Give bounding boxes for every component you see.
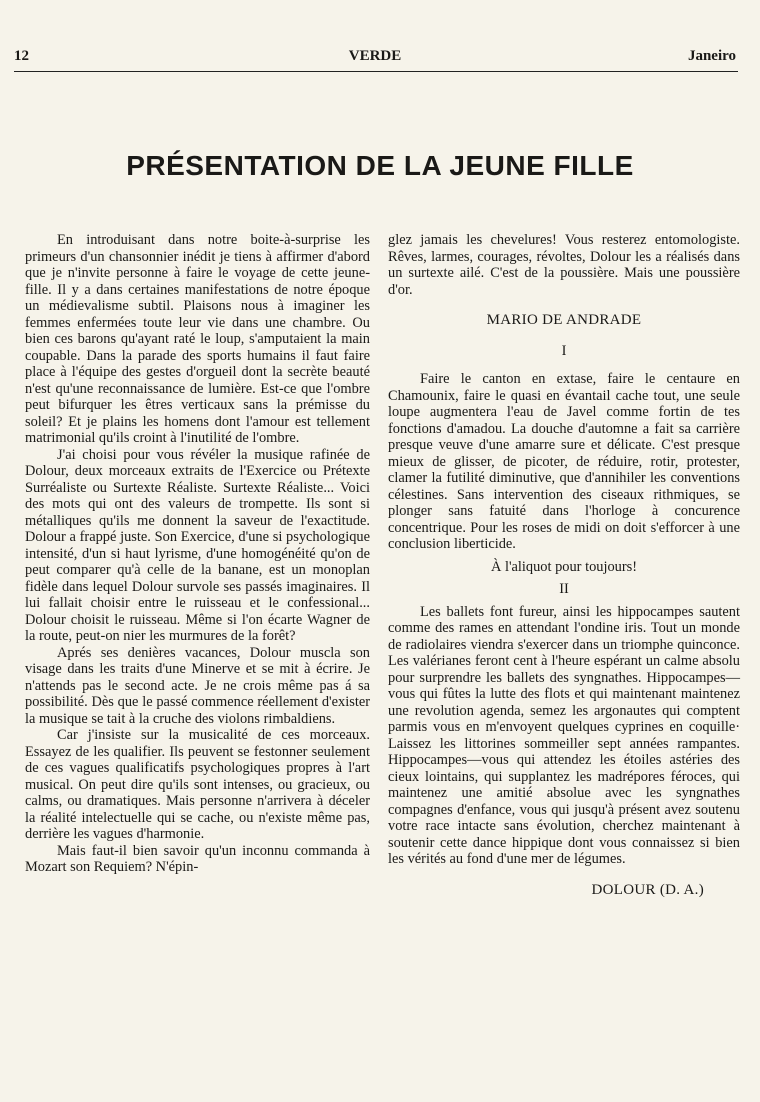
header-rule [14, 71, 738, 72]
section-closing-line: À l'aliquot pour toujours! [490, 558, 638, 575]
magazine-title: VERDE [348, 48, 402, 64]
paragraph: Aprés ses denières vacances, Dolour muscla son visage dans les traits d'une Minerve et se mit à écrire. Je n'attends pas le second acte. Je ne crois même pas á sa possibilité. Dès que le passé commence réellement d'exister la musique se tait à la cruche des violons rimbaldiens. [25, 644, 370, 727]
paragraph: Mais faut-il bien savoir qu'un inconnu commanda à Mozart son Requiem? N'épin- [25, 842, 370, 875]
signature: DOLOUR (D. A.) [591, 881, 704, 898]
article-title: PRÉSENTATION DE LA JEUNE FILLE [126, 150, 634, 181]
right-column [388, 232, 740, 898]
poem-section-2: Les ballets font fureur, ainsi les hippocampes sautent comme des rames en attendant l'ondine iris. Tout un monde de radiolaires viendra s'exercer dans un triomphe quinconce. Les valérianes feront cent à l'heure espérant un calme absolu pour surprendre les ballets des syngnathes. Hippocampes—vous qui fûtes la lutte des flots et qui maintenant maintenez une revolution agenda, semez les argonautes qui comptent parmis vous en m'envoyent quelques cyprines en coquille· Laissez les littorines sommeiller sept années rampantes. Hippocampes—vous qui attendez les étoiles astéries des cieux lointains, qui supplantez les madrépores féroces, qui maintenez une amitié absolue avec les syngnathes compagnes d'enfance, vous qui jusqu'à présent avez soutenu votre race intacte sans évolution, cherchez maintenant à soutenir cette dance hippique dont vous connaissez si bien les vérités au fond d'une mer de légumes. [388, 603, 740, 867]
issue-month: Janeiro [687, 48, 736, 64]
paragraph: Car j'insiste sur la musicalité de ces morceaux. Essayez de les qualifier. Ils peuvent se festonner seulement de ces vagues qualificatifs psychologiques propres à l'art musical. On peut dire qu'ils sont intenses, ou gracieux, ou calms, ou dramatiques. Mais personne n'arrivera à déceler la réalité intelectuelle qui se cache, ou n'existe même pas, derrière les vagues d'harmonie. [25, 727, 370, 842]
page-header [14, 48, 736, 70]
paragraph-continuation: glez jamais les chevelures! Vous resterez entomologiste. Rêves, larmes, courages, révoltes, Dolour les a réalisés dans un surtexte ailé. C'est de la poussière. Mais une poussière d'or. [388, 232, 740, 298]
page-number: 12 [14, 48, 29, 64]
paragraph: J'ai choisi pour vous révéler la musique rafinée de Dolour, deux morceaux extraits de l'Exercice ou Prétexte Surréaliste ou Surtexte Réaliste. Surtexte Réaliste... Voici des mots qui ont des valeurs de trompette. Ils sont si métalliques qu'ils me donnent la saveur de l'exactitude. Dolour a frappé juste. Son Exercice, d'une si psychologique intensité, d'un si haut lyrisme, d'une homogénéité qu'on de peut comparer qu'à celle de la banane, est un monoplan fidèle dans lequel Dolour survole ses passés imaginaires. Il lui fallait choisir entre le ruisseau et le confessional... Dolour choisit le ruisseau. Même si l'on écarte Wagner de la route, peut-on nier les murmures de la forêt? [25, 446, 370, 644]
author-byline: MARIO DE ANDRADE [486, 312, 642, 328]
poem-section-1: Faire le canton en extase, faire le centaure en Chamounix, faire le quasi en évantail cache tout, une seule loupe augmentera l'eau de Javel comme fortin de tes fonctions d'amadou. La douche d'automne a fait sa carrière presque veuve d'une amarre sure et délicate. C'est presque mieux de glisser, de picoter, de réduire, rotir, protester, clamer la futilité diminutive, que d'annihiler les conventions célestines. Sans intervention des ciseaux rithmiques, se plonger sans fatuité dans l'horloge à concurence concentrique. Pour les roses de midi on doit s'efforcer à une conclusion liberticide. [388, 371, 740, 552]
section-numeral-2: II [559, 581, 569, 597]
left-column [25, 232, 370, 876]
paragraph: En introduisant dans notre boite-à-surprise les primeurs d'un chansonnier inédit je tiens à affirmer d'abord que je n'invite personne à faire le voyage de cette jeune-fille. Il y a dans certaines manifestations de notre époque un médievalisme subtil. Plaisons nous à imaginer les femmes enfermées toute leur vie dans une chambre. Ou bien ces barons qu'ayant raté le loup, s'amputaient la main coupable. Dans la parade des sports humains il faut faire place à l'équipe des gestes d'orgueil dont la secrète beauté n'est qu'une reconnaissance de lumière. Est-ce que l'ombre peut bifurquer les êtres verticaux sans la prémisse du soleil? Et je plains les homens dont l'amour est tellement matrimonial qu'ils croint à l'inutilité de l'ombre. [25, 232, 370, 446]
section-numeral-1: I [561, 342, 567, 359]
